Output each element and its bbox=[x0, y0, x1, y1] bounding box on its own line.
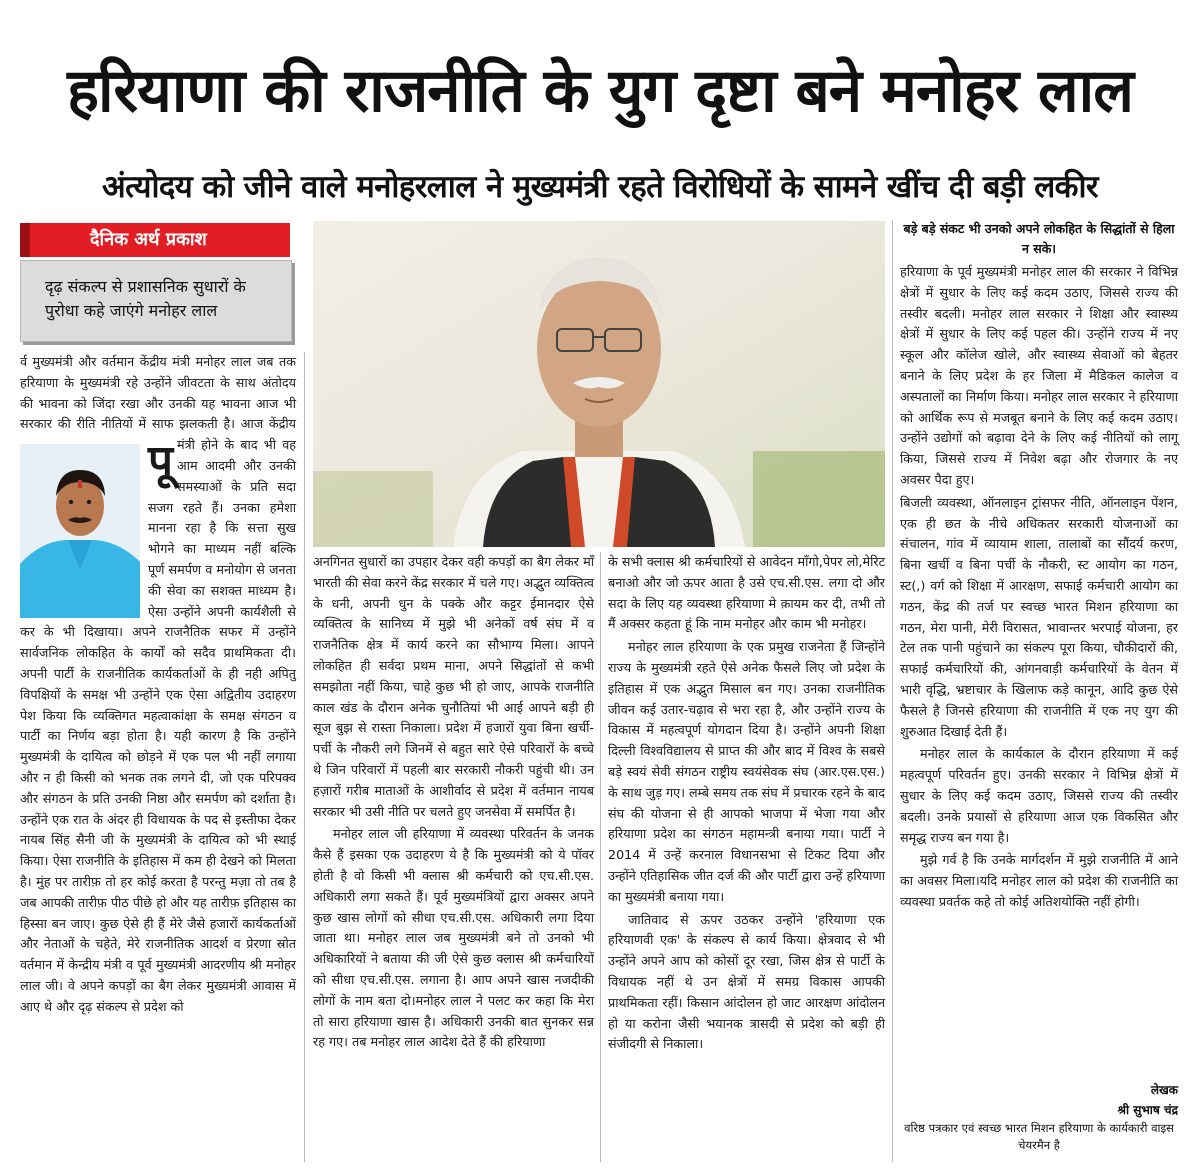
col4-paragraph-3: मनोहर लाल के कार्यकाल के दौरान हरियाणा में कई महत्वपूर्ण परिवर्तन हुए। उनकी सरकार ने विभिन्न क्षेत्रों में सुधार के लिए कई कदम उठाए, जिससे राज्य की तस्वीर बदली। उनके प्रयासों से हरियाणा आज एक विकसित और समृद्ध राज्य बन गया है। bbox=[900, 746, 1178, 845]
author-label: लेखक bbox=[1150, 1083, 1178, 1097]
col3-paragraph-3: जातिवाद से ऊपर उठकर उन्होंने 'हरियाणा एक हरियाणवी एक' के संकल्प से कार्य किया। क्षेत्रवाद से भी उन्होंने अपने आप को कोसों दूर रखा, जिस क्षेत्र से पार्टी के विधायक नहीं थे उन क्षेत्रों में समग्र विकास आपकी प्राथमिकता रहीं। किसान आंदोलन हो जाट आरक्षण आंदोलन हो या करोना जैसी भयानक त्रासदी से प्रदेश को बड़ी ही संजीदगी से निकाला। bbox=[608, 911, 885, 1052]
author-photo bbox=[20, 444, 140, 618]
col1-paragraph: र्व मुख्यमंत्री और वर्तमान केंद्रीय मंत्री मनोहर लाल जब तक हरियाणा के मुख्यमंत्री रहे उन्होंने जीवटता के साथ अंतोदय की भावना को जिंदा रखा और उनकी यह भावना आज भी सरकार की रीति नीतियों में साफ झलकती है। आज केंद्रीय मंत्री होने के बाद भी वह आम आदमी और उनकी समस्याओं के प्रति सदा सजग रहते हैं। उनका हमेशा मानना रहा है कि सत्ता सुख भोगने का माध्यम नहीं बल्कि पूर्ण समर्पण व मनोयोग से जनता की सेवा का सशक्त माध्यम है। ऐसा उन्होंने अपनी कार्यशैली से कर के भी दिखाया। अपने राजनैतिक सफर में उन्होंने सार्वजनिक लोकहित के कार्यों को सदैव प्राथमिकता दी। अपनी पार्टी के राजनीतिक कार्यकर्ताओं के ही नही अपितु विपक्षियों के समक्ष भी उन्होंने एक ऐसा अद्वितीय उदाहरण पेश किया कि व्यक्तिगत महत्वाकांक्षा के समक्ष संगठन व पार्टी का निर्णय बड़ा होता है। यही कारण है कि उन्होंने मुख्यमंत्री के दायित्व को छोड़ने में एक पल भी नहीं लगाया और न ही किसी को भनक तक लगने दी, जो एक परिपक्व और संगठन के प्रति उनकी निष्ठा और समर्पण को दर्शाता है। उन्होंने एक रात के अंदर ही विधायक के पद से इस्तीफा देकर नायब सिंह सैनी जी के मुख्यमंत्री के दायित्व को भी स्थाई किया। ऐसा राजनीति के इतिहास में कम ही देखने को मिलता है। मुंह पर तारीफ़ तो हर कोई करता है परन्तु मज़ा तो तब है जब आपकी तारीफ़ पीठ पीछे हो और यह तारीफ़ इतिहास का हिस्सा बन जाए। कुछ ऐसे ही हैं मेरे जैसे हजारों कार्यकर्ताओं और नेताओं के चहेते, मेरे राजनीतिक आदर्श व प्रेरणा स्रोत वर्तमान में केन्द्रीय मंत्री व पूर्व मुख्यमंत्री आदरणीय श्री मनोहर लाल जी। वे अपने कपड़ों का बैग लेकर मुख्यमंत्री आवास में आए थे और दृढ़ संकल्प से प्रदेश को bbox=[20, 354, 296, 1014]
author-block bbox=[900, 1080, 1178, 1164]
article-column-3 bbox=[608, 552, 885, 1160]
col4-heading: बड़े बड़े संकट भी उनको अपने लोकहित के सिद्धांतों से हिला न सके। bbox=[903, 221, 1175, 256]
author-designation: वरिष्ठ पत्रकार एवं स्वच्छ भारत मिशन हरियाणा के कार्यकारी वाइस चेयरमैन है bbox=[904, 1121, 1174, 1152]
headline: हरियाणा की राजनीति के युग दृष्टा बने मनोहर लाल bbox=[67, 56, 1133, 126]
subheadline: अंत्योदय को जीने वाले मनोहरलाल ने मुख्यमंत्री रहते विरोधियों के सामने खींच दी बड़ी लकीर bbox=[102, 169, 1098, 205]
col4-paragraph-4: मुझे गर्व है कि उनके मार्गदर्शन में मुझे राजनीति में आने का अवसर मिला।यदि मनोहर लाल को प्रदेश की राजनीति का व्यवस्था प्रवर्तक कहे तो कोई अतिशयोक्ति नहीं होगी। bbox=[900, 852, 1178, 909]
col2-paragraph-1: अनगिनत सुधारों का उपहार देकर वही कपड़ों का बैग लेकर माँ भारती की सेवा करने केंद्र सरकार में चले गए। अद्भुत व्यक्तित्व के धनी, अपनी धुन के पक्के और कट्टर ईमानदार ऐसे व्यक्तित्व के सानिध्य में मुझे भी अनेकों वर्ष संघ में व राजनैतिक क्षेत्र में कार्य करने का सौभाग्य मिला। आपने लोकहित ही सर्वदा प्रथम माना, अपने सिद्धांतों से कभी समझोता नहीं किया, चाहे कुछ भी हो जाए, आपके राजनीति काल खंड के दौरान अनेक चुनौतियां भी आई आपने बड़ी ही सूज बुझ से रास्ता निकाला। प्रदेश में हजारों युवा बिना खर्ची-पर्ची के नौकरी लगे जिनमें से बहुत सारे ऐसे परिवारों के बच्चे थे जिन परिवारों में पहली बार सरकारी नौकरी पहुंची थी। उन हज़ारों गरीब माताओं के आशीर्वाद से प्रदेश में वर्तमान नायब सरकार भी उसी नीति पर चलते हुए जनसेवा में समर्पित है। bbox=[313, 554, 594, 819]
manohar-lal-portrait-icon bbox=[313, 221, 885, 547]
author-name: श्री सुभाष चंद्र bbox=[1117, 1103, 1178, 1117]
main-photo bbox=[313, 221, 885, 547]
col2-paragraph-2: मनोहर लाल जी हरियाणा में व्यवस्था परिवर्तन के जनक कैसे हैं इसका एक उदाहरण ये है कि मुख्यमंत्री को ये पॉवर होती है वो किसी भी क्लास श्री कर्मचारी को एच.सी.एस. अधिकारी लगा सकते हैं। पूर्व मुख्यमंत्रियों द्वारा अक्सर अपने कुछ खास लोगों को सीधा एच.सी.एस. अधिकारी लगा दिया जाता था। मनोहर लाल जब मुख्यमंत्री बने तो उनको भी अधिकारियों ने बताया की जी ऐसे कुछ क्लास श्री कर्मचारियों को सीधा एच.सी.एस. लगाना है। आप अपने खास नजदीकी लोगों के नाम बता दो।मनोहर लाल ने पलट कर कहा कि मेरा तो सारा हरियाणा खास है। अधिकारी उनकी बात सुनकर सन्न रह गए। तब मनोहर लाल आदेश देते हैं की हरियाणा bbox=[313, 826, 594, 1050]
author-portrait-icon bbox=[20, 444, 140, 618]
column-divider bbox=[892, 220, 893, 1162]
dropcap: पू bbox=[148, 436, 173, 487]
column-divider bbox=[304, 352, 305, 1162]
brand-strip: दैनिक अर्थ प्रकाश bbox=[20, 223, 290, 257]
col3-paragraph-2: मनोहर लाल हरियाणा के एक प्रमुख राजनेता हैं जिन्होंने राज्य के मुख्यमंत्री रहते ऐसे अनेक फैसले लिए जो प्रदेश के इतिहास में एक अद्भुत मिसाल बन गए। उनका राजनीतिक जीवन कई उतार-चढ़ाव से भरा रहा है, और उन्होंने राज्य के विकास में महत्वपूर्ण योगदान दिया है। उन्होंने अपनी शिक्षा दिल्ली विश्वविद्यालय से प्राप्त की और बाद में विश्व के सबसे बड़े स्वयं सेवी संगठन राष्ट्रीय स्वयंसेवक संघ (आर.एस.एस.) के साथ जुड़ गए। लम्बे समय तक संघ में प्रचारक रहने के बाद संघ की योजना से ही आपको भाजपा में भेजा गया और हरियाणा प्रदेश का संगठन महामन्त्री बनाया गया। पार्टी ने 2014 में उन्हें करनाल विधानसभा से टिकट दिया और उन्होंने एतिहासिक जीत दर्ज की और पार्टी द्वारा उन्हें हरियाणा का मुख्यमंत्री बनाया गया। bbox=[608, 639, 885, 904]
column-divider bbox=[600, 552, 601, 1162]
col4-paragraph-2: बिजली व्यवस्था, ऑनलाइन ट्रांसफर नीति, ऑनलाइन पेंशन, एक ही छत के नीचे अधिकतर सरकारी योजनाओं का संचालन, गांव में व्यायाम शाला, तालाबों का सौंदर्य करण, बिना खर्ची व बिना पर्ची के नौकरी, स्ट आयोग का गठन, स्ट(,) वर्ग को शिक्षा में आरक्षण, सफाई कर्मचारी आयोग का गठन, केंद्र की तर्ज पर स्वच्छ भारत मिशन हरियाणा का गठन, मेरा पानी, मेरी विरासत, भावान्तर भरपाई योजना, हर टेल तक पानी पहुंचाने का संकल्प पूरा किया, चौकीदारों की, सफाई कर्मचारियों की, आंगनवाड़ी कर्मचारियों के वेतन में भारी वृद्धि, भ्रष्टाचार के खिलाफ कड़े कानून, आदि कुछ ऐसे फैसले है जिनसे हरियाणा की राजनीति में एक नए युग की शुरुआत दिखाई देती हैं। bbox=[900, 494, 1178, 739]
col3-paragraph-1: के सभी क्लास श्री कर्मचारियों से आवेदन माँगो,पेपर लो,मेरिट बनाओ और जो ऊपर आता है उसे एच.सी.एस. लगा दो और सदा के लिए यह व्यवस्था हरियाणा मे क़ायम कर दी, तभी तो मैं अक्सर कहता हूं कि नाम मनोहर और काम भी मनोहर। bbox=[608, 554, 885, 632]
col4-paragraph-1: हरियाणा के पूर्व मुख्यमंत्री मनोहर लाल की सरकार ने विभिन्न क्षेत्रों में सुधार के लिए कई कदम उठाए, जिससे राज्य की तस्वीर बदली। मनोहर लाल सरकार ने शिक्षा और स्वास्थ्य क्षेत्रों में सुधार के लिए कई पहल की। उन्होंने राज्य में नए स्कूल और कॉलेज खोले, और स्वास्थ्य सेवाओं को बेहतर बनाने के लिए प्रदेश के हर जिला में मैडिकल कालेज व अस्पतालों का निर्माण किया। मनोहर लाल सरकार ने हरियाणा को आर्थिक रूप से मजबूत बनाने के लिए कई कदम उठाए। उन्होंने उद्योगों को बढ़ावा देने के लिए कई नीतियों को लागू किया, जिससे राज्य में निवेश बढ़ा और रोजगार के नए अवसर पैदा हुए। bbox=[900, 264, 1178, 487]
article-column-4 bbox=[900, 262, 1178, 1032]
kicker-box: दृढ़ संकल्प से प्रशासनिक सुधारों के पुरोधा कहे जाएंगे मनोहर लाल bbox=[20, 260, 292, 342]
article-column-2 bbox=[313, 552, 594, 1160]
